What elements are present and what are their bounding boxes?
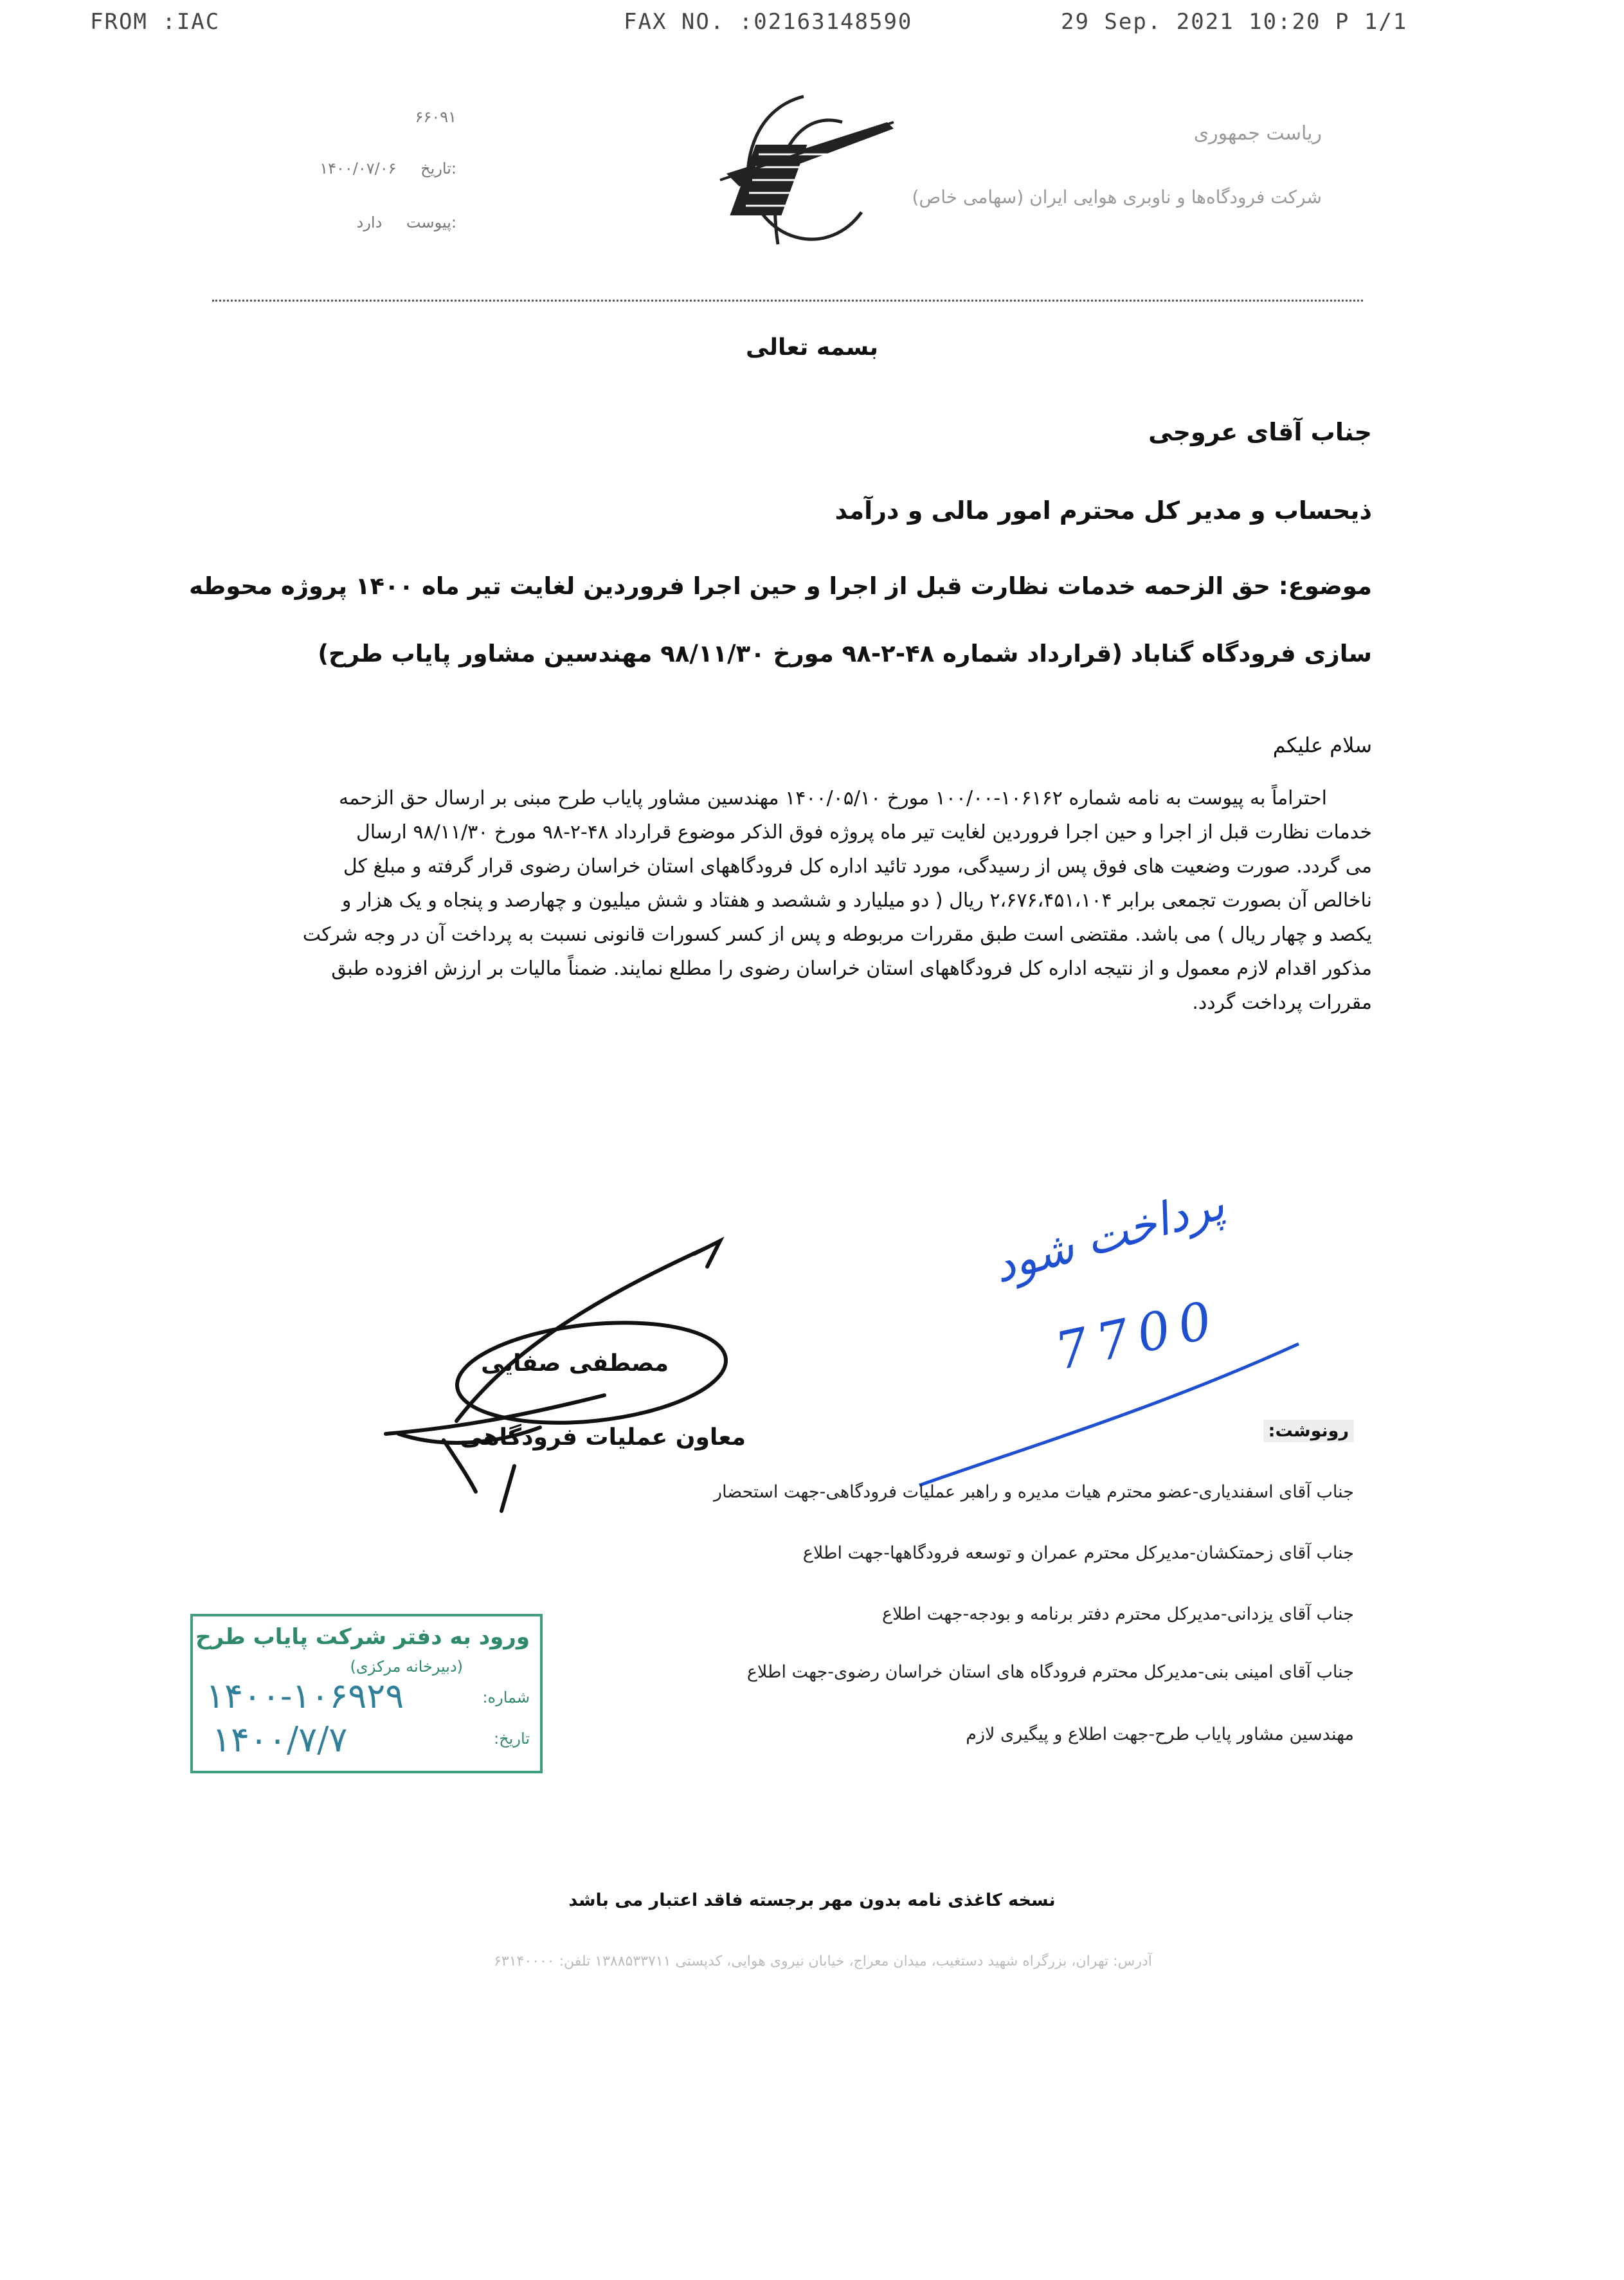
fax-datetime: 29 Sep. 2021 10:20 P 1/1 [1061,9,1408,35]
cc-item: جناب آقای امینی بنی-مدیرکل محترم فرودگاه های استان خراسان رضوی-جهت اطلاع [746,1662,1354,1682]
cc-item: جناب آقای زحمتکشان-مدیرکل محترم عمران و توسعه فرودگاهها-جهت اطلاع [802,1543,1354,1563]
letter-attachment-label: پیوست: [406,213,456,231]
stamp-date-value: ۱۴۰۰/۷/۷ [212,1719,348,1760]
body-line: مذکور اقدام لازم معمول و از نتیجه اداره کل فرودگاههای استان خراسان رضوی را مطلع نمایند. ضمناً مالیات بر ارزش افزوده طبق [331,957,1372,980]
body-line: احتراماً به پیوست به نامه شماره ۱۰۶۱۶۲-۱۰۰/۰۰ مورخ ۱۴۰۰/۰۵/۱۰ مهندسین مشاور پایاب طرح مبنی بر ارسال حق الزحمه [339,787,1327,810]
stamp-title: ورود به دفتر شرکت پایاب طرح [195,1624,530,1650]
letter-body [9,781,1372,1020]
body-line: یکصد و چهار ریال ) می باشد. مقتضی است طبق مقررات مربوطه و پس از کسر کسورات قانونی نسبت به پرداخت آن در وجه شرکت [302,923,1372,946]
stamp-number-label: شماره: [482,1688,530,1706]
cc-item: جناب آقای اسفندیاری-عضو محترم هیات مدیره و راهبر عملیات فرودگاهی-جهت استحضار [714,1482,1354,1502]
stamp-subtitle: (دبیرخانه مرکزی) [350,1658,463,1676]
validity-notice: نسخه کاغذی نامه بدون مهر برجسته فاقد اعتبار می باشد [568,1890,1056,1910]
cc-label: رونوشت: [1263,1420,1354,1442]
handwritten-note: پرداخت شود [987,1177,1231,1294]
recipient-title: ذیحساب و مدیر کل محترم امور مالی و درآمد [835,496,1372,525]
header-divider [212,300,1363,302]
blue-pen-stroke [913,1337,1312,1492]
subject-line-2: سازی فرودگاه گناباد (قرارداد شماره ۴۸-۲-۹۸ مورخ ۹۸/۱۱/۳۰ مهندسین مشاور پایاب طرح) [318,640,1372,667]
stamp-number-value: ۱۴۰۰-۱۰۶۹۲۹ [206,1676,404,1716]
entry-stamp [190,1614,543,1773]
cc-item: جناب آقای یزدانی-مدیرکل محترم دفتر برنامه و بودجه-جهت اطلاع [882,1604,1354,1624]
signatory-title: معاون عملیات فرودگاهی [460,1424,746,1451]
fax-from: FROM :IAC [90,9,221,35]
invocation: بسمه تعالی [746,334,878,361]
letter-number-value: ۶۶۰۹۱ [415,108,456,126]
org-line-2: شرکت فرودگاه‌ها و ناوبری هوایی ایران (سهامی خاص) [912,186,1322,208]
letter-date [174,159,456,177]
letter-attachment [174,213,456,231]
letter-attachment-value: دارد [356,213,383,231]
recipient-name: جناب آقای عروجی [1148,418,1372,446]
letter-number [174,108,456,126]
company-address: آدرس: تهران، بزرگراه شهید دستغیب، میدان معراج، خیابان نیروی هوایی، کدپستی ۱۳۸۸۵۳۳۷۱۱ تلفن: ۶۳۱۴۰۰۰۰ [494,1953,1152,1969]
cc-item: مهندسین مشاور پایاب طرح-جهت اطلاع و پیگیری لازم [966,1724,1354,1744]
signatory-name: مصطفی صفایی [481,1350,669,1377]
letter-date-label: تاریخ: [420,159,456,177]
letter-date-value: ۱۴۰۰/۰۷/۰۶ [320,159,397,177]
body-line: ناخالص آن بصورت تجمعی برابر ۲،۶۷۶،۴۵۱،۱۰۴ ریال ( دو میلیارد و ششصد و هفتاد و شش میلیون و چهارصد و پنجاه و یک هزار و [341,889,1372,912]
body-line: مقررات پرداخت گردد. [1192,991,1372,1014]
org-line-1: ریاست جمهوری [1193,122,1322,145]
airports-company-logo [681,84,900,270]
subject-line-1: موضوع: حق الزحمه خدمات نظارت قبل از اجرا و حین اجرا فروردین لغایت تیر ماه ۱۴۰۰ پروژه محوطه [188,572,1372,600]
stamp-date-label: تاریخ: [494,1730,530,1748]
fax-number: FAX NO. :02163148590 [624,9,913,35]
greeting: سلام علیکم [1272,733,1372,757]
body-line: خدمات نظارت قبل از اجرا و حین اجرا فروردین لغایت تیر ماه پروژه فوق الذکر موضوع قرارداد ۴۸-۲-۹۸ مورخ ۹۸/۱۱/۳۰ ارسال [356,821,1372,844]
body-line: می گردد. صورت وضعیت های فوق پس از رسیدگی، مورد تائید اداره کل فرودگاههای استان خراسان رضوی قرار گرفته و مبلغ کل [343,855,1372,878]
handwritten-amount: 7700 [1050,1289,1226,1382]
